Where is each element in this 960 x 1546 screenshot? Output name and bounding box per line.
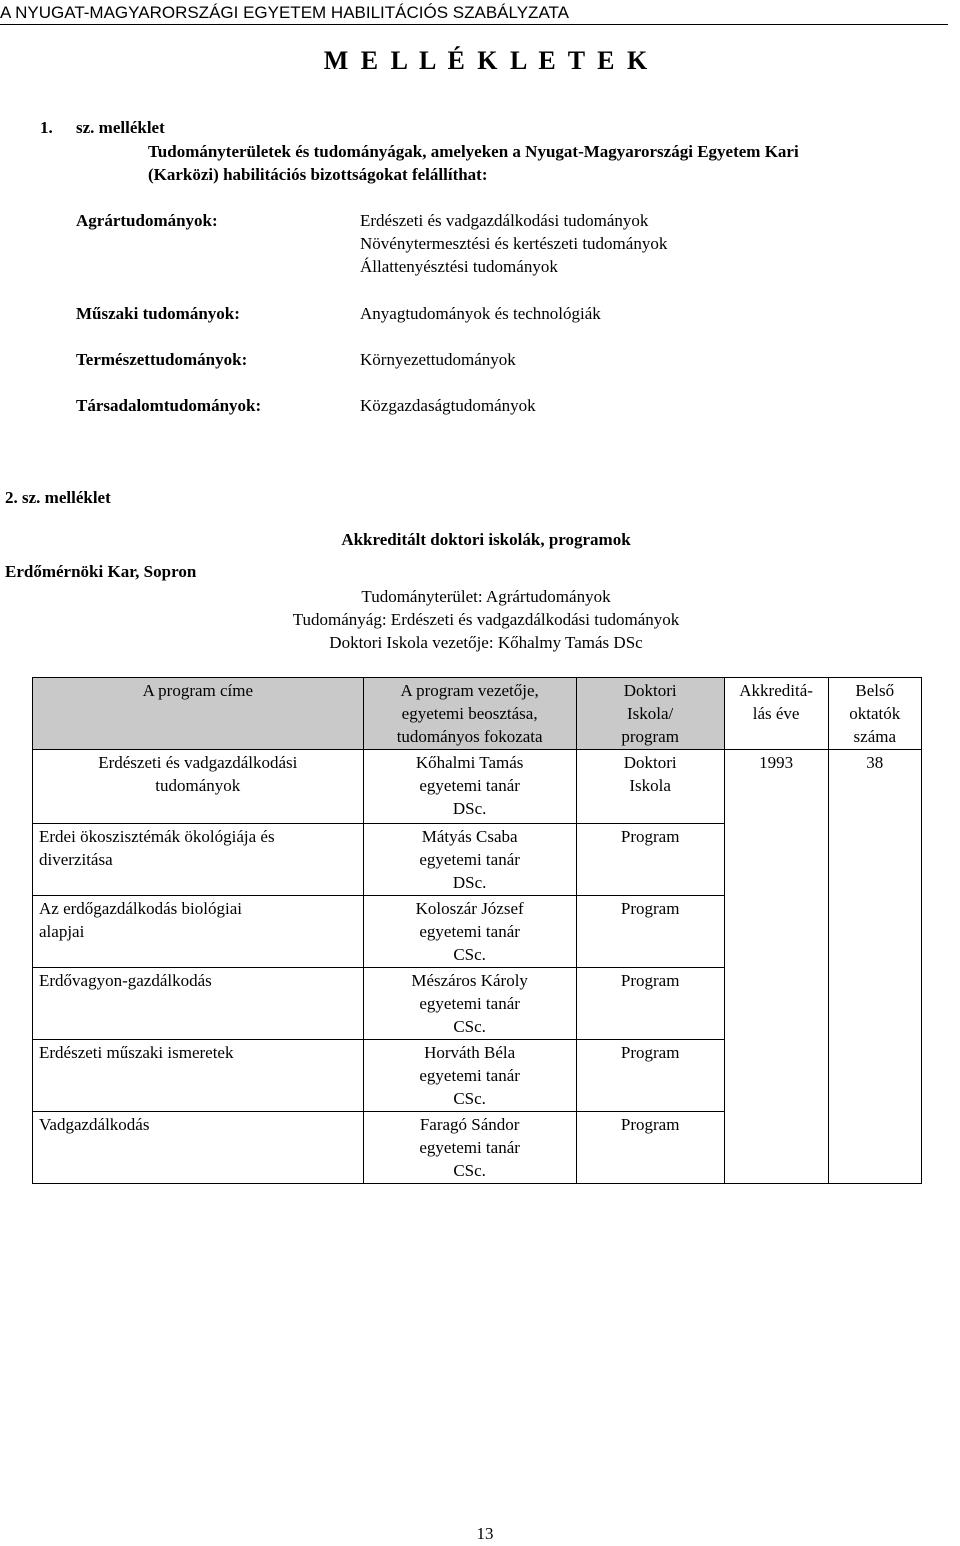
table-row: [33, 968, 922, 1040]
accreditation-year: [724, 896, 828, 968]
accreditation-year: [724, 968, 828, 1040]
annex1-number: 1.: [40, 118, 53, 137]
program-type: Program: [576, 1112, 724, 1184]
field-value: Növénytermesztési és kertészeti tudományok: [360, 234, 668, 253]
doctoral-programs-table: [32, 677, 922, 1184]
page-title: M E L L É K L E T E K: [323, 46, 651, 75]
header-staff: Belső oktatók száma: [828, 678, 921, 750]
header-type: Doktori Iskola/ program: [576, 678, 724, 750]
program-type: Program: [576, 896, 724, 968]
header-leader: A program vezetője, egyetemi beosztása, tudományos fokozata: [363, 678, 576, 750]
annex2-field: Tudományterület: Agrártudományok: [361, 587, 611, 606]
annex2-discipline: Tudományág: Erdészeti és vadgazdálkodási tudományok: [292, 610, 680, 629]
accreditation-year: [724, 1040, 828, 1112]
program-title: Erdészeti műszaki ismeretek: [33, 1040, 364, 1112]
annex2-heading: Akkreditált doktori iskolák, programok: [341, 530, 631, 549]
header-accreditation: Akkreditá- lás éve: [724, 678, 828, 750]
program-type: Program: [576, 1040, 724, 1112]
field-value: Állattenyésztési tudományok: [360, 257, 558, 276]
table-header-row: [33, 678, 922, 750]
program-type: Doktori Iskola: [576, 750, 724, 824]
table-row: [33, 750, 922, 824]
staff-count: [828, 968, 921, 1040]
table-row: [33, 1112, 922, 1184]
staff-count: [828, 1112, 921, 1184]
header-title: A program címe: [33, 678, 364, 750]
table-row: [33, 896, 922, 968]
staff-count: 38: [828, 750, 921, 824]
table-row: [33, 1040, 922, 1112]
program-leader: Mátyás Csaba egyetemi tanár DSc.: [363, 824, 576, 896]
accreditation-year: 1993: [724, 750, 828, 824]
annex1-label: sz. melléklet: [76, 118, 165, 137]
staff-count: [828, 1040, 921, 1112]
program-leader: Faragó Sándor egyetemi tanár CSc.: [363, 1112, 576, 1184]
program-type: Program: [576, 968, 724, 1040]
program-title: Erdővagyon-gazdálkodás: [33, 968, 364, 1040]
field-label-termeszet: Természettudományok:: [76, 350, 248, 369]
field-value: Erdészeti és vadgazdálkodási tudományok: [360, 211, 649, 230]
annex1-heading-line2: (Karközi) habilitációs bizottságokat felállíthat:: [148, 165, 488, 184]
field-label-tarsadalom: Társadalomtudományok:: [76, 396, 262, 415]
faculty-name: Erdőmérnöki Kar, Sopron: [5, 562, 197, 581]
annex2-label: 2. sz. melléklet: [5, 488, 111, 507]
program-leader: Mészáros Károly egyetemi tanár CSc.: [363, 968, 576, 1040]
annex1-heading-line1: Tudományterületek és tudományágak, amelyeken a Nyugat-Magyarországi Egyetem Kari: [148, 142, 799, 161]
field-label-agrar: Agrártudományok:: [76, 211, 218, 230]
accreditation-year: [724, 824, 828, 896]
staff-count: [828, 896, 921, 968]
program-title: Erdészeti és vadgazdálkodási tudományok: [33, 750, 364, 824]
running-header: A NYUGAT-MAGYARORSZÁGI EGYETEM HABILITÁCIÓS SZABÁLYZATA: [0, 3, 948, 25]
accreditation-year: [724, 1112, 828, 1184]
program-title: Erdei ökoszisztémák ökológiája és diverzitása: [33, 824, 364, 896]
program-leader: Horváth Béla egyetemi tanár CSc.: [363, 1040, 576, 1112]
page-number: 13: [476, 1524, 494, 1543]
program-title: Vadgazdálkodás: [33, 1112, 364, 1184]
field-value: Közgazdaságtudományok: [360, 396, 536, 415]
staff-count: [828, 824, 921, 896]
field-value: Környezettudományok: [360, 350, 516, 369]
field-label-muszaki: Műszaki tudományok:: [76, 304, 240, 323]
program-title: Az erdőgazdálkodás biológiai alapjai: [33, 896, 364, 968]
table-row: [33, 824, 922, 896]
program-leader: Kőhalmi Tamás egyetemi tanár DSc.: [363, 750, 576, 824]
program-leader: Koloszár József egyetemi tanár CSc.: [363, 896, 576, 968]
field-value: Anyagtudományok és technológiák: [360, 304, 601, 323]
annex2-school-leader: Doktori Iskola vezetője: Kőhalmy Tamás DSc: [329, 633, 643, 652]
program-type: Program: [576, 824, 724, 896]
